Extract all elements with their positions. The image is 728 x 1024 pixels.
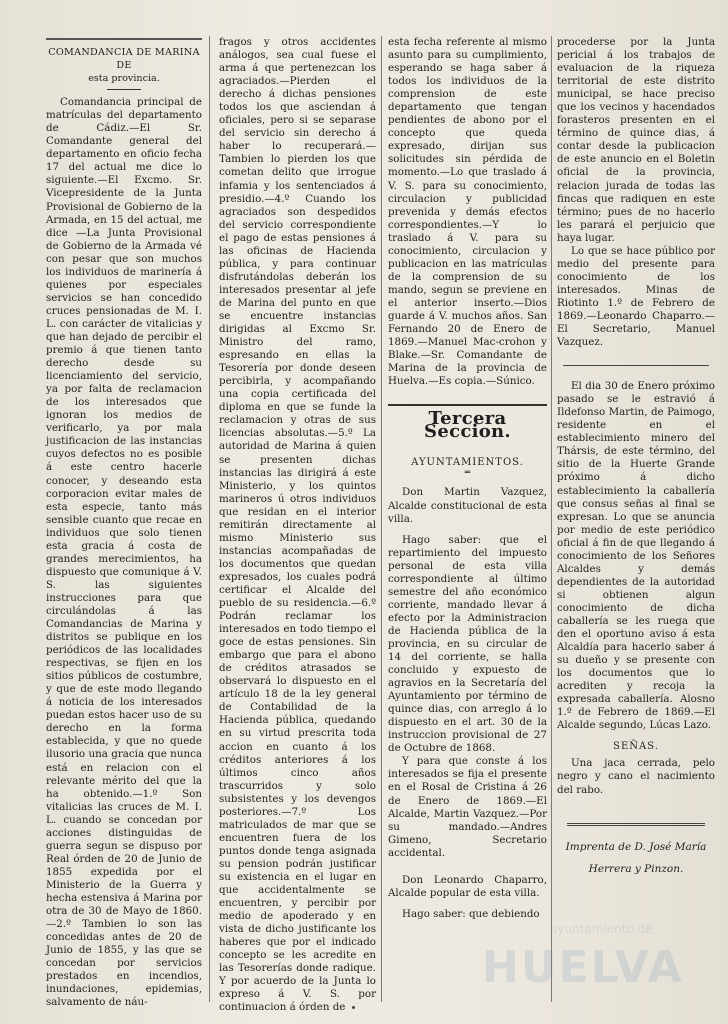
imprint-rule bbox=[567, 823, 705, 826]
column-divider bbox=[381, 36, 382, 1002]
column-divider bbox=[209, 36, 210, 1002]
notice-paragraph: Y para que conste á los interesados se fija el presente en el Rosal de Cristina á 26 de Enero de 1869.—El Alcalde, Martin Vazquez.—Por su mandado.—Andres Gimeno, Secretario accidental. bbox=[388, 755, 547, 859]
column-3 bbox=[388, 36, 547, 1006]
imprint-line: Imprenta de D. José María bbox=[565, 840, 707, 853]
short-rule bbox=[107, 89, 141, 90]
page-mark bbox=[352, 1006, 355, 1009]
column-divider bbox=[551, 36, 552, 1002]
section-title: Tercera Seccion. bbox=[424, 408, 511, 443]
column-4 bbox=[557, 36, 715, 1006]
watermark-text: HUELVA bbox=[482, 942, 684, 993]
notice-heading: Don Martin Vazquez, Alcalde constitucional de esta villa. bbox=[388, 486, 547, 525]
notice-paragraph: Hago saber: que debiendo bbox=[402, 907, 540, 920]
subsection-title: AYUNTAMIENTOS. bbox=[411, 457, 524, 469]
header-subtitle: esta provincia. bbox=[88, 73, 160, 85]
notice-paragraph: Hago saber: que el repartimiento del impuesto personal de esta villa correspondiente al último semestre del año económico corriente, mandado llevar á efecto por la Administracion de Hacienda pública de la provincia, en su circular de 14 del corriente, se halla concluido y expuesto de agravios en la Secretaría del Ayuntamiento por término de quince dias, con arreglo á lo dispuesto en el art. 30 de la instruccion provisional de 27 de Octubre de 1868. bbox=[388, 533, 547, 755]
notice-heading: Don Leonardo Chaparro, Alcalde popular de esta villa. bbox=[388, 873, 547, 899]
column-1 bbox=[46, 36, 202, 1009]
article-paragraph: esta fecha referente al mismo asunto para su cumplimiento, esperando se haga saber á todos los individuos de la comprension de este departamento que tengan pendientes de abono por el concepto que queda expresado, dirijan sus solicitudes sin pérdida de momento.—Lo que traslado á V. S. para su conocimiento, circulacion y publicidad prevenida y demás efectos correspondientes.—Y lo traslado á V. para su conocimiento, circulacion y publicacion en las matrículas de la comprension de su mando, segun se previene en el anterior inserto.—Dios guarde á V. muchos años. San Fernando 20 de Enero de 1869.—Manuel Mac-crohon y Blake.—Sr. Comandante de Marina de la provincia de Huelva.—Es copia.—Súnico. bbox=[388, 36, 547, 388]
header-title: COMANDANCIA DE MARINA DE bbox=[48, 47, 200, 72]
separator-rule bbox=[563, 365, 709, 366]
senas-title: SEÑAS. bbox=[613, 741, 659, 753]
article-paragraph: Comandancia principal de matrículas del departamento de Cádiz.—El Sr. Comandante general del departamento en oficio fecha 17 del actual me dice lo siguiente.—El Excmo. Sr. Vicepresidente de la Junta Provisional de Gobierno de la Armada, en 15 del actual, me dice —La Junta Provisional de Gobierno de la Armada vé con pesar que son muchos los individuos de marinería á quienes por especiales servicios se han concedido cruces pensionadas de M. I. L. con carácter de vitalicias y que han dejado de percibir el premio á que tienen tanto derecho desde su licenciamiento del servicio, ya por falta de reclamacion de los interesados que ignoran los medios de verificarlo, ya por mala justificacion de las instancias cuyos defectos no es posible á este centro hacerle conocer, y deseando esta corporacion evitar males de esta especie, tanto más sensible cuanto que recae en individuos que solo tienen esta gracia á costa de grandes merecimientos, ha dispuesto que comunique á V. S. las siguientes instrucciones para que circulándolas á las Comandancias de Marina y distritos se publique en los periódicos de las localidades respectivas, se fijen en los sitios públicos de costumbre, y que de este modo llegando á noticia de los interesados puedan estos hacer uso de su derecho en la forma establecida, y que no quede ilusorio una gracia que nunca está en relacion con el relevante mérito del que la ha obtenido.—1.º Son vitalicias las cruces de M. I. L. cuando se concedan por acciones distinguidas de guerra segun se dispuso por Real órden de 20 de Junio de 1855 expedida por el Ministerio de la Guerra y hecha estensiva á Marina por otra de 30 de Mayo de 1860.—2.º Tambien lo son las concedidas antes de 20 de Junio de 1855, y las que se concedan por servicios prestados en incendios, inundaciones, epidemias, salvamento de náu- bbox=[46, 96, 202, 1009]
imprint-line: Herrera y Pinzon. bbox=[588, 862, 684, 875]
article-paragraph: fragos y otros accidentes análogos, sea cual fuese el arma á que pertenezcan los agraciados.—Pierden el derecho á dichas pensiones todos los que asciendan á oficiales, pero si se separase del servicio sin derecho á haber lo recuperará.—Tambien lo pierden los que cometan delito que irrogue infamia y los sentenciados á presidio.—4.º Cuando los agraciados son despedidos del servicio correspondiente el pago de estas pensiones á las oficinas de Hacienda pública, y para continuar disfrutándolas deberán los interesados presentar al jefe de Marina del punto en que se encuentre instancias dirigidas al Excmo Sr. Ministro del ramo, espresando en ellas la Tesorería por donde deseen percibirla, y acompañando una copia certificada del diploma en que se funde la reclamacion y otras de sus licencias absolutas.—5.º La autoridad de Marina á quien se presenten dichas instancias las dirigirá á este Ministerio, y los quintos marineros ú otros individuos que residan en el interior remitirán directamente al mismo Ministerio sus instancias acompañadas de los documentos que quedan expresados, los cuales podrá certificar el Alcalde del pueblo de su residencia.—6.º Podrán reclamar los interesados en todo tiempo el goce de estas pensiones. Sin embargo que para el abono de créditos atrasados se observará lo dispuesto en el artículo 18 de la ley general de Contabilidad de la Hacienda pública, quedando en su virtud prescrita toda accion en cuanto á los créditos anteriores á los últimos cinco años trascurridos y solo subsistentes y los devengos posteriores.—7.º Los matriculados de mar que se encuentren fuera de los puntos donde tenga asignada su pension podrán justificar su existencia en el lugar en que accidentalmente se encuentren, y percibir por medio de apoderado y en vista de dicho justificante los haberes que por el indicado concepto se les acredite en las Tesorerías donde radique. Y por acuerdo de la Junta lo expreso á V. S. por continuacion á órden de bbox=[219, 36, 376, 1014]
column-2 bbox=[219, 36, 376, 1014]
section-header bbox=[46, 46, 202, 90]
section-rule bbox=[388, 404, 547, 406]
notice-paragraph: El dia 30 de Enero próximo pasado se le estravió á Ildefonso Martin, de Paimogo, residente en el establecimiento minero del Thársis, de este término, del sitio de la Huerte Grande próximo á dicho establecimiento la caballería que consus señas al final se expresan. Lo que se anuncia por medio de este periódico oficial á fin de que llegando á conocimiento de los Señores Alcaldes y demás dependientes de la autoridad si obtienen algun conocimiento de dicha caballería se les ruega que den el oportuno aviso á esta Alcaldía para hacerlo saber á su dueño y se presente con los documentos que lo acrediten y recoja la expresada caballería. Alosno 1.º de Febrero de 1869.—El Alcalde segundo, Lúcas Lazo. bbox=[557, 380, 715, 732]
watermark-subtext: ayuntamiento.de bbox=[550, 922, 653, 936]
notice-paragraph: procederse por la Junta pericial á los trabajos de evaluacion de la riqueza territorial de este distrito municipal, se hace preciso que los vecinos y hacendados forasteros presenten en el término de quince dias, á contar desde la publicacion de este anuncio en el Boletin oficial de la provincia, relacion jurada de todas las fincas que radiquen en este término; pues de no hacerlo les parará el perjuicio que haya lugar. bbox=[557, 36, 715, 244]
senas-text: Una jaca cerrada, pelo negro y cano el nacimiento del rabo. bbox=[557, 757, 715, 796]
double-dash-ornament: ═ bbox=[464, 468, 471, 479]
notice-paragraph: Lo que se hace público por medio del presente para conocimiento de los interesados. Minas de Riotinto 1.º de Febrero de 1869.—Leonardo Chaparro.—El Secretario, Manuel Vazquez. bbox=[557, 244, 715, 349]
